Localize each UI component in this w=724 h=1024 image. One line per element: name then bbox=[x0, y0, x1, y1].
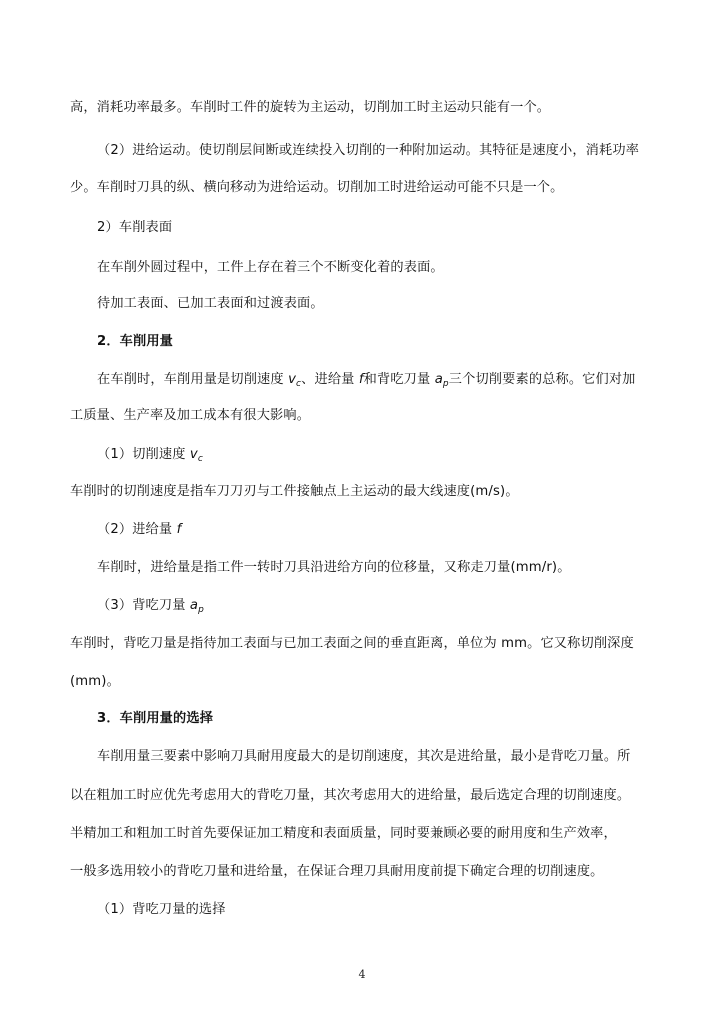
paragraph-line bbox=[0, 862, 724, 882]
symbol-f: f bbox=[358, 372, 364, 387]
section-heading bbox=[0, 709, 724, 729]
line-text: 、进给量 bbox=[301, 372, 359, 387]
line-text: （3）背吃刀量 bbox=[97, 598, 190, 613]
paragraph-line bbox=[0, 672, 724, 692]
symbol-a: a bbox=[189, 598, 199, 613]
subsection-heading bbox=[0, 445, 724, 469]
line-text: 车削时，背吃刀量是指待加工表面与已加工表面之间的垂直距离，单位为 mm。它又称切削深度 bbox=[70, 636, 634, 651]
paragraph-line bbox=[0, 558, 724, 578]
line-text: 以在粗加工时应优先考虑用大的背吃刀量，其次考虑用大的进给量，最后选定合理的切削速度。 bbox=[70, 788, 631, 803]
paragraph-line bbox=[0, 294, 724, 314]
line-text: 一般多选用较小的背吃刀量和进给量，在保证合理刀具耐用度前提下确定合理的切削速度。 bbox=[70, 864, 604, 879]
paragraph-line bbox=[0, 634, 724, 654]
page-number bbox=[0, 968, 724, 982]
line-text: 三个切削要素的总称。它们对加 bbox=[448, 372, 636, 387]
line-text: 少。车削时刀具的纵、横向移动为进给运动。切削加工时进给运动可能不只是一个。 bbox=[70, 180, 564, 195]
line-text: 半精加工和粗加工时首先要保证加工精度和表面质量，同时要兼顾必要的耐用度和生产效率， bbox=[70, 826, 617, 841]
section-heading bbox=[0, 332, 724, 352]
subsection-heading bbox=[0, 218, 724, 238]
paragraph-line bbox=[0, 98, 724, 118]
paragraph-line bbox=[0, 370, 724, 394]
line-text: 在车削外圆过程中，工件上存在着三个不断变化着的表面。 bbox=[97, 260, 444, 275]
paragraph-line bbox=[0, 258, 724, 278]
line-text: （2）进给运动。使切削层间断或连续投入切削的一种附加运动。其特征是速度小，消耗功率 bbox=[97, 143, 640, 158]
symbol-subscript-p: p bbox=[198, 605, 205, 615]
paragraph-line bbox=[0, 747, 724, 767]
line-text: 和背吃刀量 bbox=[363, 372, 435, 387]
line-text: 车削时，进给量是指工件一转时刀具沿进给方向的位移量，又称走刀量(mm/r)。 bbox=[97, 560, 571, 575]
line-text: 在车削时，车削用量是切削速度 bbox=[97, 372, 289, 387]
line-text: 车削用量三要素中影响刀具耐用度最大的是切削速度，其次是进给量，最小是背吃刀量。所 bbox=[97, 749, 631, 764]
symbol-f: f bbox=[176, 522, 182, 537]
line-text: 工质量、生产率及加工成本有很大影响。 bbox=[70, 408, 311, 423]
paragraph-line bbox=[0, 824, 724, 844]
line-text: (mm)。 bbox=[70, 674, 120, 689]
line-text: （2）进给量 bbox=[97, 522, 177, 537]
subsection-heading bbox=[0, 596, 724, 620]
line-text: 2）车削表面 bbox=[97, 220, 173, 235]
paragraph-line bbox=[0, 178, 724, 198]
page-number-text: 4 bbox=[358, 968, 366, 981]
line-text: 车削时的切削速度是指车刀刀刃与工件接触点上主运动的最大线速度(m/s)。 bbox=[70, 484, 519, 499]
symbol-subscript-c: c bbox=[197, 454, 203, 464]
symbol-a: a bbox=[434, 372, 443, 387]
paragraph-line bbox=[0, 786, 724, 806]
symbol-v: v bbox=[288, 372, 297, 387]
line-text: （1）切削速度 bbox=[97, 447, 190, 462]
paragraph-line bbox=[0, 141, 724, 161]
paragraph-line bbox=[0, 406, 724, 426]
line-text: 高，消耗功率最多。车削时工件的旋转为主运动，切削加工时主运动只能有一个。 bbox=[70, 100, 551, 115]
symbol-subscript-c: c bbox=[296, 379, 302, 389]
section-heading-text: 3．车削用量的选择 bbox=[97, 711, 214, 726]
line-text: 待加工表面、已加工表面和过渡表面。 bbox=[97, 296, 324, 311]
subsection-heading bbox=[0, 520, 724, 540]
section-heading-text: 2．车削用量 bbox=[97, 334, 174, 349]
line-text: （1）背吃刀量的选择 bbox=[97, 902, 226, 917]
subsection-heading bbox=[0, 900, 724, 920]
symbol-subscript-p: p bbox=[442, 379, 449, 389]
symbol-v: v bbox=[189, 447, 198, 462]
paragraph-line bbox=[0, 482, 724, 502]
